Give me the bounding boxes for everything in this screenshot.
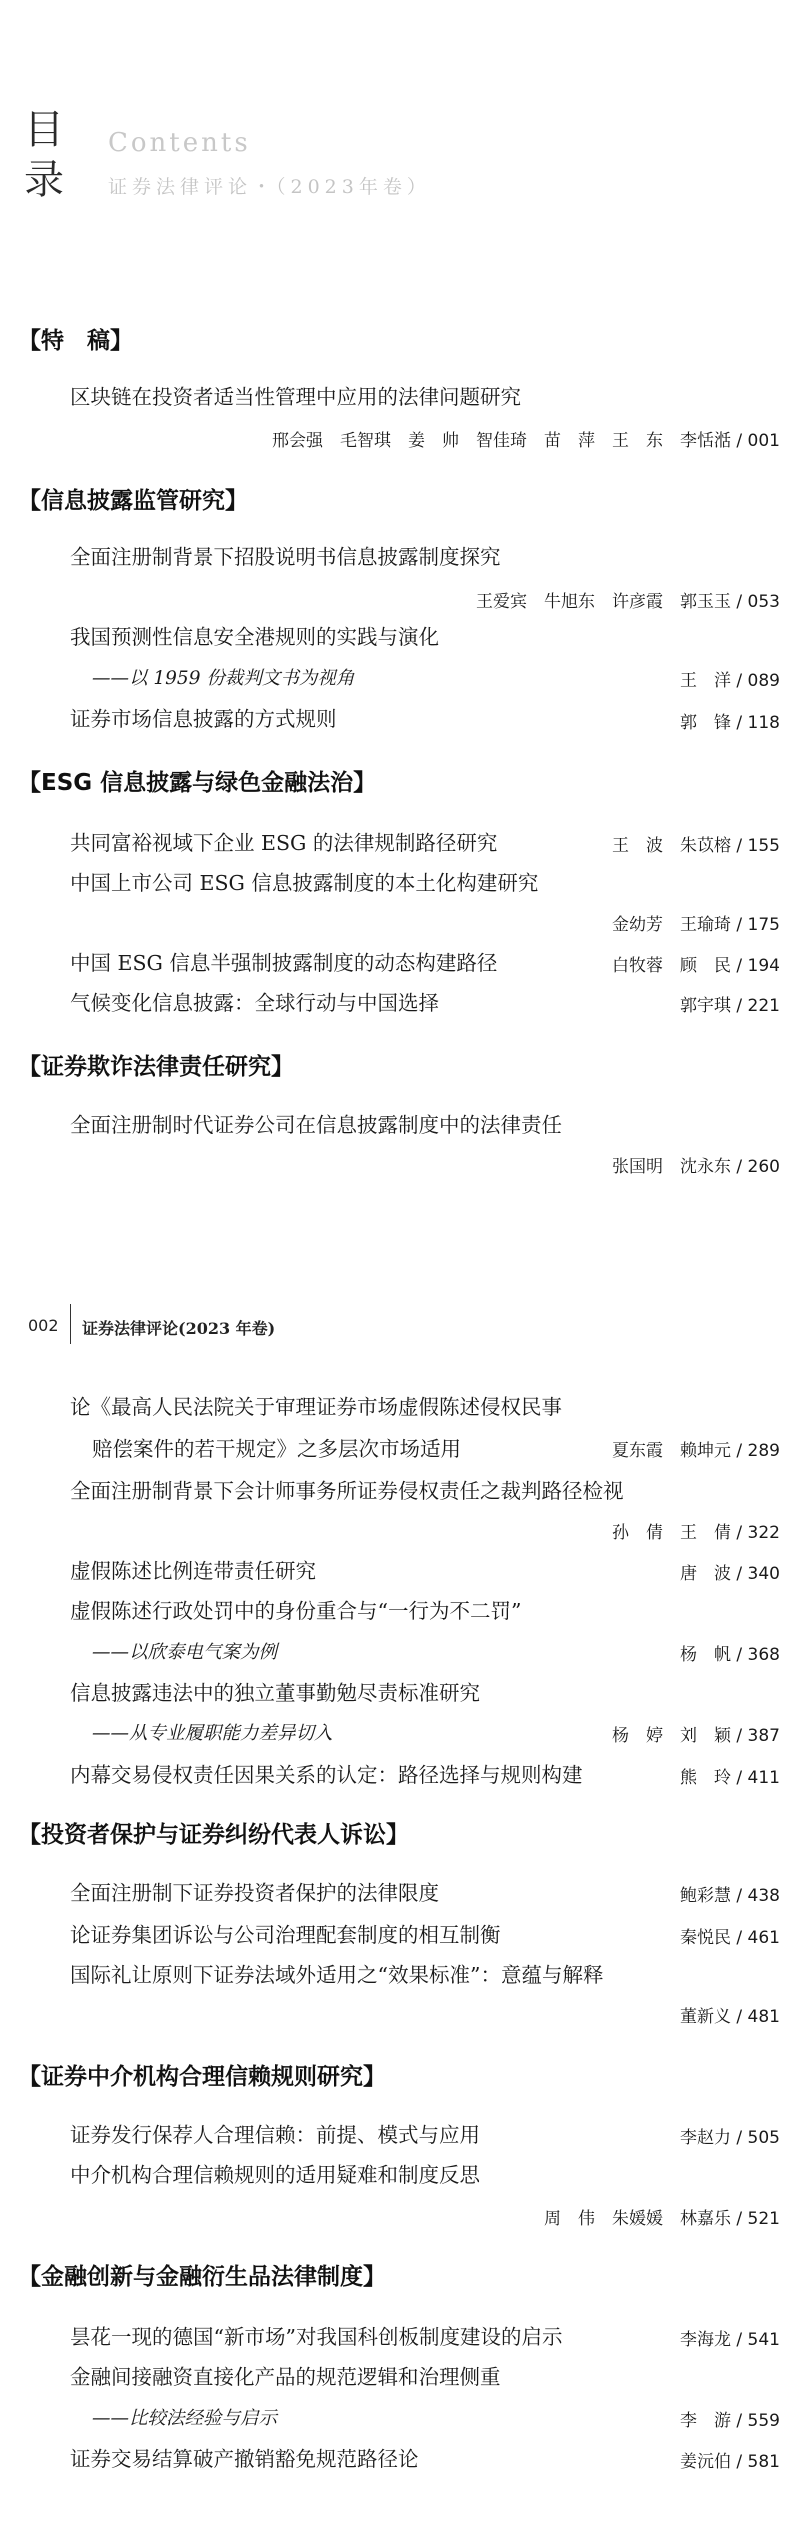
article-title[interactable]: 虚假陈述行政处罚中的身份重合与“一行为不二罚” <box>70 1599 522 1623</box>
page-number: 002 <box>28 1316 59 1335</box>
article-authors: 熊 玲 / 411 <box>680 1768 780 1788</box>
article-title-continued[interactable]: 赔偿案件的若干规定》之多层次市场适用 <box>92 1437 461 1461</box>
article-title[interactable]: 共同富裕视域下企业 ESG 的法律规制路径研究 <box>70 831 498 855</box>
article-title[interactable]: 气候变化信息披露：全球行动与中国选择 <box>70 991 439 1015</box>
article-authors: 王 波 朱苡榕 / 155 <box>612 836 780 856</box>
article-title[interactable]: 全面注册制背景下招股说明书信息披露制度探究 <box>70 545 501 569</box>
article-authors: 秦悦民 / 461 <box>680 1928 780 1948</box>
article-title[interactable]: 论《最高人民法院关于审理证券市场虚假陈述侵权民事 <box>70 1395 562 1419</box>
article-subtitle: ——比较法经验与启示 <box>92 2408 278 2429</box>
article-title[interactable]: 中国上市公司 ESG 信息披露制度的本土化构建研究 <box>70 871 539 895</box>
article-authors: 杨 婷 刘 颖 / 387 <box>612 1726 780 1746</box>
article-title[interactable]: 昙花一现的德国“新市场”对我国科创板制度建设的启示 <box>70 2325 563 2349</box>
article-title[interactable]: 国际礼让原则下证券法域外适用之“效果标准”：意蕴与解释 <box>70 1963 604 1987</box>
article-title[interactable]: 中介机构合理信赖规则的适用疑难和制度反思 <box>70 2163 480 2187</box>
article-title[interactable]: 我国预测性信息安全港规则的实践与演化 <box>70 625 439 649</box>
article-authors: 李赵力 / 505 <box>680 2128 780 2148</box>
section-heading: 【ESG 信息披露与绿色金融法治】 <box>18 770 377 796</box>
section-heading: 【证券中介机构合理信赖规则研究】 <box>18 2064 386 2090</box>
article-title[interactable]: 信息披露违法中的独立董事勤勉尽责标准研究 <box>70 1681 480 1705</box>
article-title[interactable]: 证券市场信息披露的方式规则 <box>70 707 337 731</box>
article-authors: 夏东霞 赖坤元 / 289 <box>612 1441 780 1461</box>
article-authors: 王 洋 / 089 <box>680 671 780 691</box>
article-authors: 王爱宾 牛旭东 许彦霞 郭玉玉 / 053 <box>476 592 780 612</box>
article-authors: 杨 帆 / 368 <box>680 1645 780 1665</box>
article-title[interactable]: 内幕交易侵权责任因果关系的认定：路径选择与规则构建 <box>70 1763 583 1787</box>
article-authors: 董新义 / 481 <box>680 2007 780 2027</box>
article-authors: 唐 波 / 340 <box>680 1564 780 1584</box>
article-authors: 郭 锋 / 118 <box>680 713 780 733</box>
article-authors: 邢会强 毛智琪 姜 帅 智佳琦 苗 萍 王 东 李恬湉 / 001 <box>272 431 780 451</box>
article-title[interactable]: 全面注册制时代证券公司在信息披露制度中的法律责任 <box>70 1113 562 1137</box>
article-authors: 李海龙 / 541 <box>680 2330 780 2350</box>
article-authors: 白牧蓉 顾 民 / 194 <box>612 956 780 976</box>
section-heading: 【投资者保护与证券纠纷代表人诉讼】 <box>18 1822 409 1848</box>
section-heading: 【金融创新与金融衍生品法律制度】 <box>18 2264 386 2290</box>
article-title[interactable]: 论证券集团诉讼与公司治理配套制度的相互制衡 <box>70 1923 501 1947</box>
article-subtitle: ——以欣泰电气案为例 <box>92 1642 278 1663</box>
article-authors: 金幼芳 王瑜琦 / 175 <box>612 915 780 935</box>
article-title[interactable]: 金融间接融资直接化产品的规范逻辑和治理侧重 <box>70 2365 501 2389</box>
article-title[interactable]: 虚假陈述比例连带责任研究 <box>70 1559 316 1583</box>
article-title[interactable]: 证券交易结算破产撤销豁免规范路径论 <box>70 2447 419 2471</box>
article-authors: 郭宇琪 / 221 <box>680 996 780 1016</box>
article-title[interactable]: 区块链在投资者适当性管理中应用的法律问题研究 <box>70 385 521 409</box>
section-heading: 【证券欺诈法律责任研究】 <box>18 1054 294 1080</box>
article-authors: 鲍彩慧 / 438 <box>680 1886 780 1906</box>
section-heading: 【特 稿】 <box>18 328 133 354</box>
article-authors: 李 游 / 559 <box>680 2411 780 2431</box>
toc-title-char-2: 录 <box>24 157 64 203</box>
article-authors: 孙 倩 王 倩 / 322 <box>612 1523 780 1543</box>
article-authors: 周 伟 朱媛媛 林嘉乐 / 521 <box>544 2209 780 2229</box>
book-subtitle: 证券法律评论・（2023年卷） <box>108 176 431 198</box>
article-title[interactable]: 中国 ESG 信息半强制披露制度的动态构建路径 <box>70 951 498 975</box>
article-subtitle: ——以 1959 份裁判文书为视角 <box>92 668 355 689</box>
header-divider <box>70 1304 71 1344</box>
article-subtitle: ——从专业履职能力差异切入 <box>92 1723 333 1744</box>
article-authors: 姜沅伯 / 581 <box>680 2452 780 2472</box>
article-title[interactable]: 全面注册制下证券投资者保护的法律限度 <box>70 1881 439 1905</box>
section-heading: 【信息披露监管研究】 <box>18 488 248 514</box>
running-header-title: 证券法律评论(2023 年卷) <box>82 1319 276 1338</box>
article-authors: 张国明 沈永东 / 260 <box>612 1157 780 1177</box>
article-title[interactable]: 全面注册制背景下会计师事务所证券侵权责任之裁判路径检视 <box>70 1479 624 1503</box>
article-title[interactable]: 证券发行保荐人合理信赖：前提、模式与应用 <box>70 2123 480 2147</box>
contents-label: Contents <box>108 128 251 158</box>
toc-title-char-1: 目 <box>24 107 64 153</box>
